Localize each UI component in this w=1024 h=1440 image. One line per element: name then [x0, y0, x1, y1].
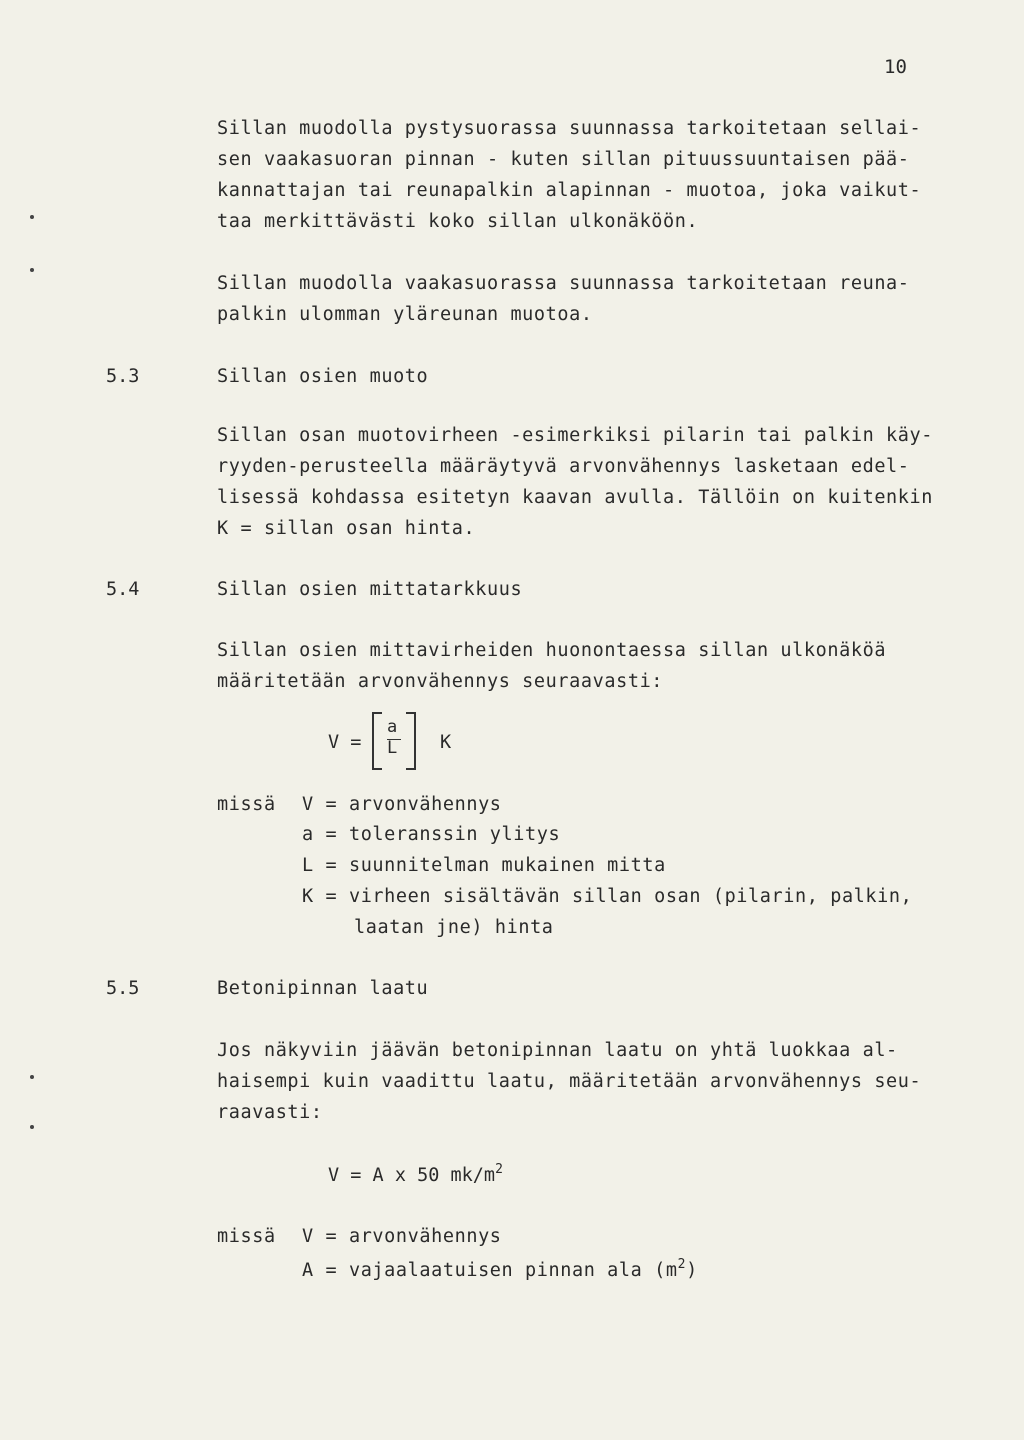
- fraction-denominator: L: [387, 738, 398, 758]
- fraction-numerator: a: [387, 717, 398, 737]
- formula-lhs: V =: [328, 732, 362, 753]
- scan-speck: [30, 215, 34, 219]
- section-5-3-line-1: Sillan osan muotovirheen -esimerkiksi pilarin tai palkin käy-: [217, 425, 934, 446]
- formula-factor: K: [440, 732, 452, 753]
- scan-speck: [30, 1075, 34, 1079]
- intro-p1-line-3: kannattajan tai reunapalkin alapinnan - muotoa, joka vaikut-: [217, 180, 922, 201]
- definition-v-5-5: V = arvonvähennys: [302, 1226, 502, 1247]
- definition-a-5-5-text: A = vajaalaatuisen pinnan ala (m: [302, 1260, 678, 1281]
- surface-formula: [328, 1162, 503, 1186]
- section-5-4-line-2: määritetään arvonvähennys seuraavasti:: [217, 671, 664, 692]
- section-5-3-line-2: ryyden-perusteella määräytyvä arvonvähennys lasketaan edel-: [217, 456, 910, 477]
- section-5-3-number: 5.3: [106, 366, 140, 387]
- definition-k-continuation: laatan jne) hinta: [354, 917, 554, 938]
- definition-l: L = suunnitelman mukainen mitta: [302, 855, 666, 876]
- left-bracket: [372, 712, 382, 770]
- section-5-5-number: 5.5: [106, 978, 140, 999]
- definitions-lead-5-5: missä: [217, 1226, 276, 1247]
- surface-formula-text: V = A x 50 mk/m: [328, 1165, 496, 1186]
- section-5-3-line-3: lisessä kohdassa esitetyn kaavan avulla. Tällöin on kuitenkin: [217, 487, 934, 508]
- intro-p1-line-2: sen vaakasuoran pinnan - kuten sillan pituussuuntaisen pää-: [217, 149, 910, 170]
- section-5-5-line-3: raavasti:: [217, 1102, 323, 1123]
- right-bracket: [406, 712, 416, 770]
- definition-a-5-5-end: ): [686, 1260, 698, 1281]
- definition-a-5-5: [302, 1257, 698, 1281]
- scan-speck: [30, 268, 34, 272]
- formula-bracket: [372, 712, 416, 766]
- definitions-lead: missä: [217, 794, 276, 815]
- section-5-5-line-1: Jos näkyviin jäävän betonipinnan laatu on yhtä luokkaa al-: [217, 1040, 898, 1061]
- page-number: 10: [884, 56, 907, 78]
- section-5-3-title: Sillan osien muoto: [217, 366, 429, 387]
- section-5-5-title: Betonipinnan laatu: [217, 978, 429, 999]
- definition-k: K = virheen sisältävän sillan osan (pilarin, palkin,: [302, 886, 913, 907]
- section-5-4-title: Sillan osien mittatarkkuus: [217, 579, 523, 600]
- section-5-4-number: 5.4: [106, 579, 140, 600]
- intro-p1-line-1: Sillan muodolla pystysuorassa suunnassa tarkoitetaan sellai-: [217, 118, 922, 139]
- intro-p1-line-4: taa merkittävästi koko sillan ulkonäköön.: [217, 211, 699, 232]
- scan-speck: [30, 1125, 34, 1129]
- definition-v: V = arvonvähennys: [302, 794, 502, 815]
- surface-formula-exponent: 2: [495, 1162, 503, 1177]
- section-5-4-line-1: Sillan osien mittavirheiden huonontaessa sillan ulkonäköä: [217, 640, 887, 661]
- section-5-3-line-4: K = sillan osan hinta.: [217, 518, 476, 539]
- section-5-5-line-2: haisempi kuin vaadittu laatu, määritetään arvonvähennys seu-: [217, 1071, 922, 1092]
- definition-a: a = toleranssin ylitys: [302, 824, 561, 845]
- intro-p2-line-2: palkin ulomman yläreunan muotoa.: [217, 304, 593, 325]
- definition-a-5-5-exponent: 2: [677, 1257, 687, 1272]
- intro-p2-line-1: Sillan muodolla vaakasuorassa suunnassa tarkoitetaan reuna-: [217, 273, 910, 294]
